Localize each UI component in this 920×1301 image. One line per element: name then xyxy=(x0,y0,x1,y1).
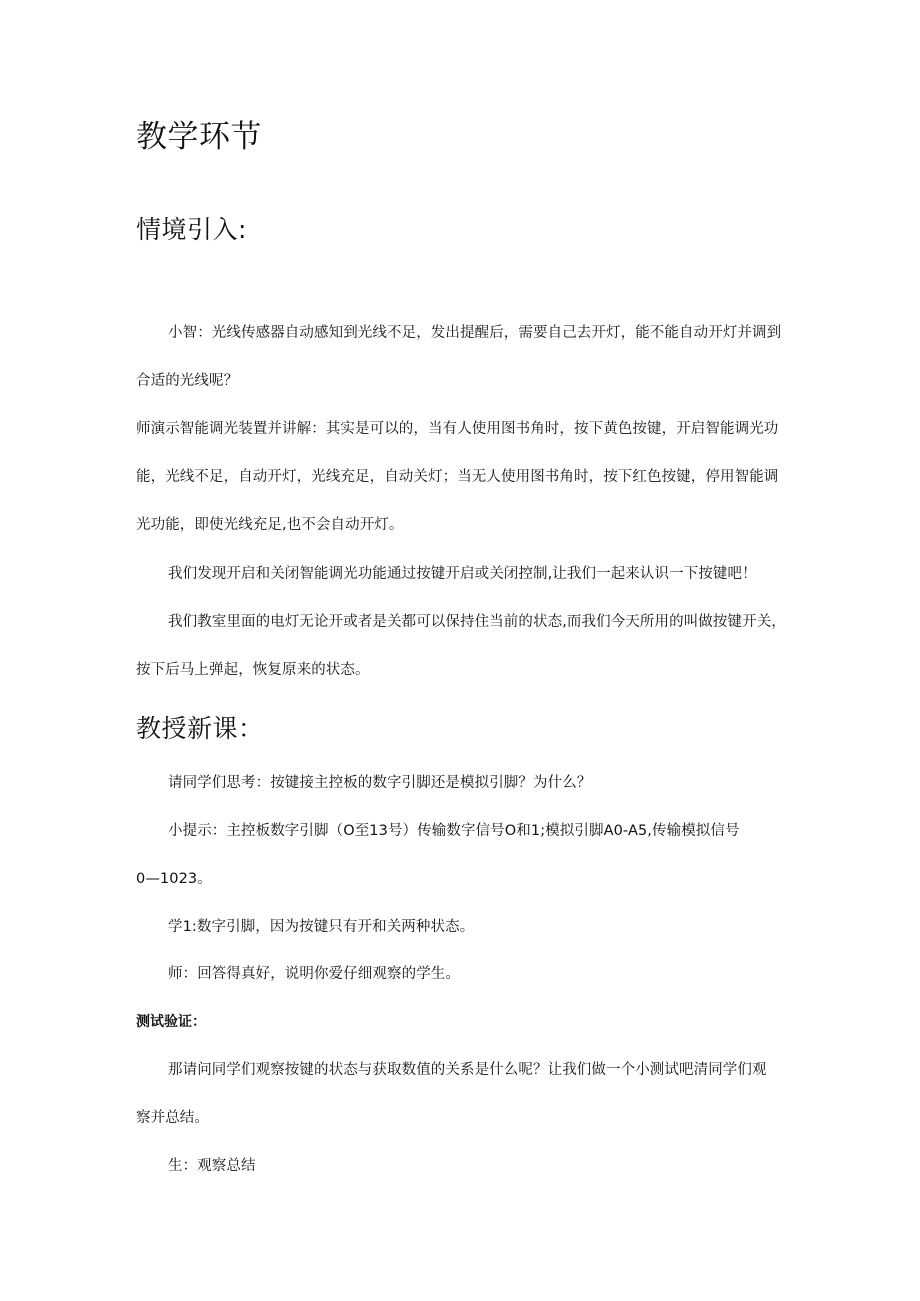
page-title: 教学环节 xyxy=(136,119,262,155)
paragraph-line: 我们教室里面的电灯无论开或者是关都可以保持住当前的状态,而我们今天所用的叫做按键开关， xyxy=(168,614,786,630)
paragraph-line: 察并总结。 xyxy=(136,1110,209,1126)
paragraph-line: 能，光线不足，自动开灯，光线充足，自动关灯；当无人使用图书角时，按下红色按键，停用智能调 xyxy=(136,469,779,485)
paragraph-line: 师演示智能调光装置并讲解：其实是可以的，当有人使用图书角时，按下黄色按键，开启智能调光功 xyxy=(136,421,779,437)
paragraph-line: 合适的光线呢？ xyxy=(136,373,239,389)
paragraph-line: 0—1023。 xyxy=(136,871,212,887)
paragraph-line: 我们发现开启和关闭智能调光功能通过按键开启或关闭控制,让我们一起来认识一下按键吧！ xyxy=(168,566,757,582)
paragraph-line: 师：回答得真好，说明你爱仔细观察的学生。 xyxy=(168,966,460,982)
paragraph-line: 光功能，即使光线充足,也不会自动开灯。 xyxy=(136,517,404,533)
paragraph-line: 生：观察总结 xyxy=(168,1158,256,1174)
section-heading-test: 测试验证： xyxy=(136,1014,206,1030)
paragraph-line: 请同学们思考：按键接主控板的数字引脚还是模拟引脚？为什么？ xyxy=(168,775,592,791)
paragraph-line: 按下后马上弹起，恢复原来的状态。 xyxy=(136,662,370,678)
paragraph-line: 那请问同学们观察按键的状态与获取数值的关系是什么呢？让我们做一个小测试吧清同学们观 xyxy=(168,1062,767,1078)
paragraph-line: 小提示：主控板数字引脚（O至13号）传输数字信号O和1;模拟引脚A0-A5,传输模拟信号 xyxy=(168,823,740,839)
paragraph-line: 学1:数字引脚，因为按键只有开和关两种状态。 xyxy=(168,919,475,935)
section-heading-new-lesson: 教授新课： xyxy=(136,714,264,743)
paragraph-line: 小智：光线传感器自动感知到光线不足，发出提醒后，需要自己去开灯，能不能自动开灯并调到 xyxy=(168,325,782,341)
section-heading-intro: 情境引入: xyxy=(136,215,247,244)
